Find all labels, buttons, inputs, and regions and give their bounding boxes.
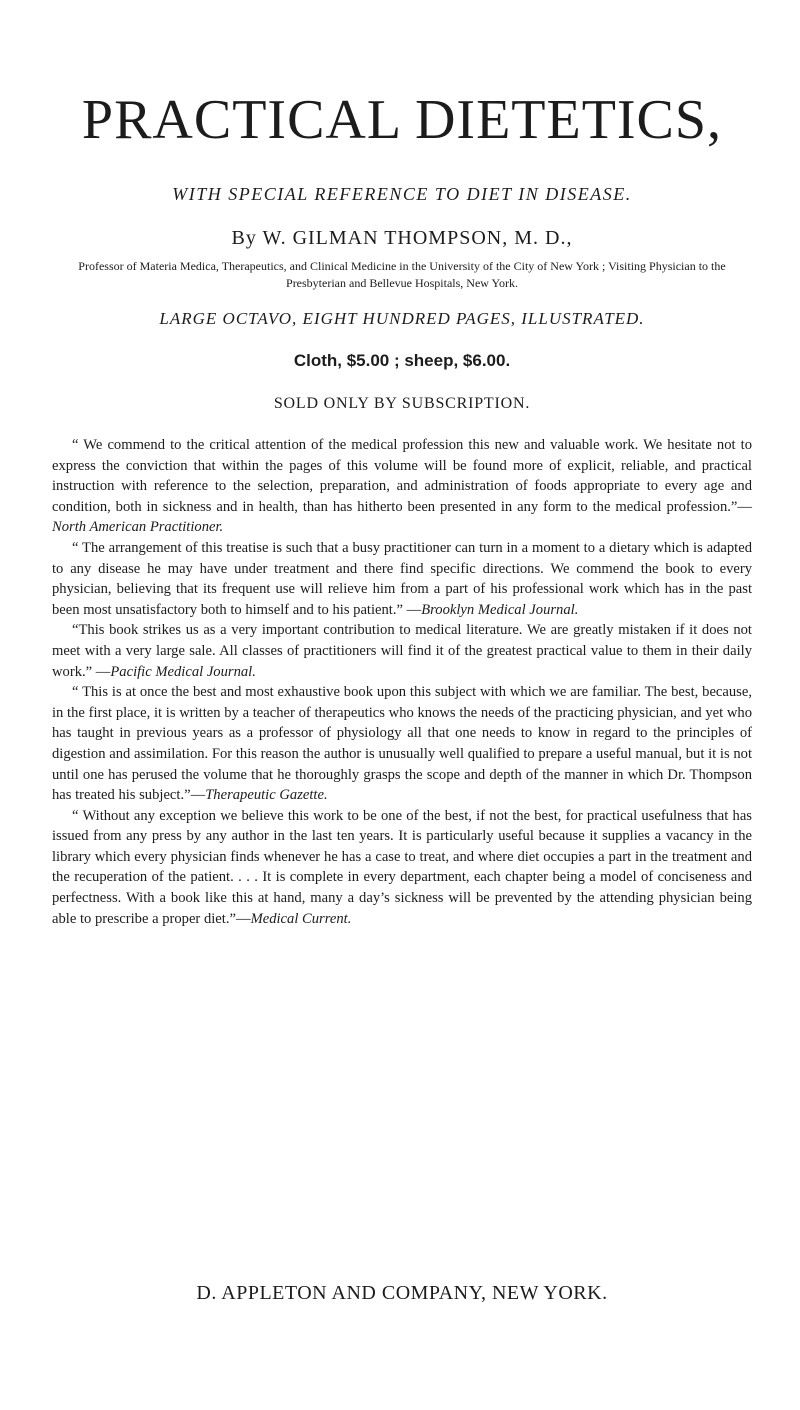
review-paragraph — [52, 435, 752, 538]
review-source: Medical Current. — [250, 910, 352, 927]
review-text: “ The arrangement of this treatise is such that a busy practitioner can turn in a moment to a dietary which is adapted to any disease he may have under treatment and there find specific directions. We commend the book to every physician, believing that its frequent use will relieve him from a part of his professional work which has in the past been most unsatisfactory both to himself and to his patient.” — — [52, 539, 752, 618]
price-line: Cloth, $5.00 ; sheep, $6.00. — [293, 351, 511, 370]
review-paragraph — [52, 682, 752, 806]
review-paragraph — [52, 620, 752, 682]
book-title: PRACTICAL DIETETICS, — [81, 89, 723, 151]
review-text: “ Without any exception we believe this work to be one of the best, if not the best, for practical usefulness that has issued from any press by any author in the last ten years. It is particularly useful because it supplies a vacancy in the library which every physician finds whenever he has a case to treat, and where diet occupies a part in the treatment and the recuperation of the patient. . . . It is complete in every department, each chapter being a model of conciseness and perfectness. With a book like this at hand, many a day’s sickness will be prevented by the attending physician being able to prescribe a proper diet.”— — [52, 807, 752, 927]
review-source: Therapeutic Gazette. — [205, 787, 328, 804]
author-line: By W. GILMAN THOMPSON, M. D., — [231, 227, 573, 249]
review-text: “ This is at once the best and most exhaustive book upon this subject with which we are familiar. The best, because, in the first place, it is written by a teacher of therapeutics who knows the needs of the practicing physician, and yet who has taught in previous years as a professor of physiology all that one needs to know in regard to the principles of digestion and assimilation. For this reason the author is unusually well qualified to prepare a useful manual, but it is not until one has perused the volume that he thoroughly grasps the scope and depth of the manner in which Dr. Thompson has treated his subject.”— — [52, 684, 752, 804]
reviews-section — [52, 435, 752, 929]
review-text: “ We commend to the critical attention of the medical profession this new and valuable work. We hesitate not to express the conviction that within the pages of this volume will be found more of explicit, reliable, and practical instruction with reference to the selection, preparation, and administration of foods appropriate to every age and condition, both in sickness and in health, than has hitherto been presented in any form to the medical profession.”— — [52, 437, 752, 515]
review-paragraph — [52, 538, 752, 620]
review-text: “This book strikes us as a very important contribution to medical literature. We are greatly mistaken if it does not meet with a very large sale. All classes of practitioners will find it of the greatest practical value to them in their daily work.” — — [52, 622, 752, 680]
review-source: North American Practitioner. — [52, 519, 224, 536]
author-credentials: Professor of Materia Medica, Therapeutics, and Clinical Medicine in the University of the City of New York ; Visiting Physician to the Presbyterian and Bellevue Hospitals, New York. — [78, 259, 726, 290]
subscription-note: SOLD ONLY BY SUBSCRIPTION. — [273, 395, 531, 412]
publisher-imprint: D. APPLETON AND COMPANY, NEW YORK. — [196, 1282, 608, 1304]
book-subtitle: WITH SPECIAL REFERENCE TO DIET IN DISEASE. — [172, 184, 632, 204]
book-format: LARGE OCTAVO, EIGHT HUNDRED PAGES, ILLUSTRATED. — [159, 309, 645, 328]
review-source: Pacific Medical Journal. — [110, 663, 256, 680]
review-paragraph — [52, 806, 752, 930]
review-source: Brooklyn Medical Journal. — [421, 601, 579, 618]
